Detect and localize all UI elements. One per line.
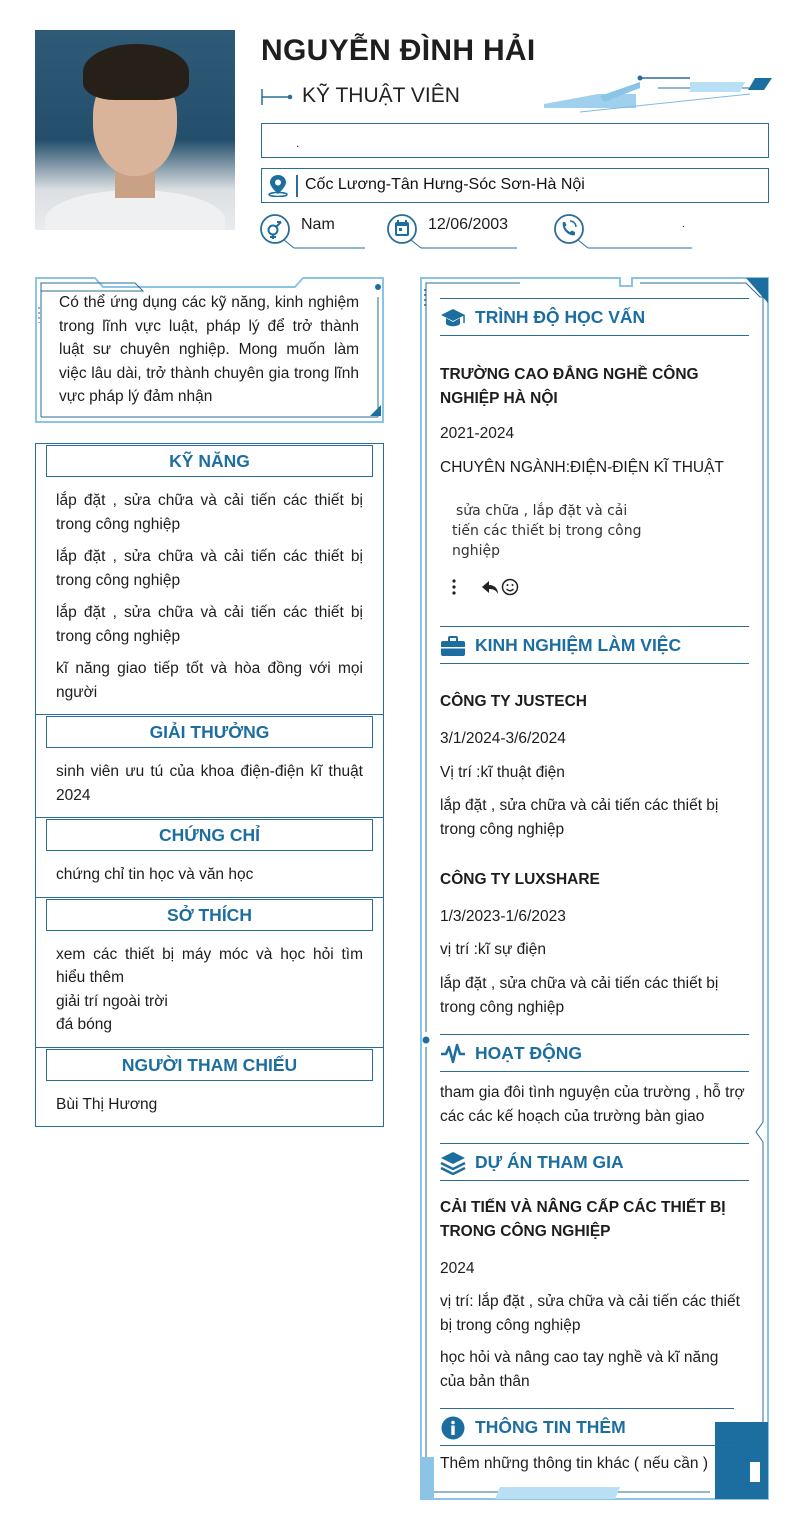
activities-title: HOẠT ĐỘNG [475, 1043, 582, 1063]
title-bracket-icon [261, 87, 295, 107]
job-company: CÔNG TY JUSTECH [440, 693, 587, 710]
activities-text: tham gia đôi tình nguyện của trường , hỗ trợ các các kế hoạch của trường bàn giao [440, 1084, 745, 1125]
certificate-item: chứng chỉ tin học và văn học [56, 866, 254, 883]
job-description: lắp đặt , sửa chữa và cải tiến các thiết bị trong công nghiệp [440, 797, 719, 838]
skill-item: lắp đặt , sửa chữa và cải tiến các thiết bị trong công nghiệp [56, 604, 363, 645]
certificates-section [36, 818, 383, 898]
phone-value: . [682, 219, 685, 230]
comment-toolbar [448, 577, 558, 597]
location-icon [265, 173, 291, 197]
candidate-name: NGUYỄN ĐÌNH HẢI [261, 34, 536, 67]
left-column [35, 443, 384, 1127]
projects-header [440, 1143, 749, 1181]
skills-title: KỸ NĂNG [46, 445, 373, 477]
education-school: TRƯỜNG CAO ĐẲNG NGHỀ CÔNG NGHIỆP HÀ NỘI [440, 366, 699, 407]
gender-text: Nam [301, 216, 335, 233]
profile-photo [35, 30, 235, 230]
education-header [440, 298, 749, 336]
awards-section [36, 715, 383, 818]
hobbies-title: SỞ THÍCH [46, 899, 373, 931]
hobby-item: giải trí ngoài trời [56, 992, 168, 1010]
education-period: 2021-2024 [440, 425, 515, 442]
extra-info-text: Thêm những thông tin khác ( nếu cần ) [440, 1455, 709, 1472]
awards-title: GIẢI THƯỞNG [46, 716, 373, 748]
contact-field [261, 123, 769, 158]
activities-header [440, 1034, 749, 1072]
pulse-icon [440, 1042, 466, 1066]
experience-header [440, 626, 749, 664]
header-ornament [540, 72, 775, 116]
skill-item: kĩ năng giao tiếp tốt và hòa đồng với mọi người [56, 660, 363, 701]
info-icon [440, 1416, 466, 1440]
education-description: sửa chữa , lắp đặt và cải tiến các thiết bị trong công nghiệp [452, 503, 642, 559]
project-year: 2024 [440, 1260, 475, 1277]
hobby-item: xem các thiết bị máy móc và học hỏi tìm hiểu thêm [56, 945, 363, 986]
references-title: NGƯỜI THAM CHIẾU [46, 1049, 373, 1081]
project-description: học hỏi và nâng cao tay nghề và kĩ năng của bản thân [440, 1349, 719, 1390]
more-vert-icon[interactable] [452, 579, 455, 594]
extra-info-header [440, 1408, 734, 1446]
job-position: Vị trí :kĩ thuật điện [440, 764, 565, 781]
job-title: KỸ THUẬT VIÊN [302, 84, 460, 107]
career-objective-text: Có thể ứng dụng các kỹ năng, kinh nghiệm trong lĩnh vực luật, pháp lý để trở thành luật sư chuyên nghiệp. Mong muốn làm việc lâu dài, trở thành chuyên gia trong lĩnh vực pháp lý đảm nhận [59, 294, 359, 405]
project-name: CẢI TIẾN VÀ NÂNG CẤP CÁC THIẾT BỊ TRONG CÔNG NGHIỆP [440, 1199, 726, 1240]
phone-icon [554, 212, 694, 252]
address-text: Cốc Lương-Tân Hưng-Sóc Sơn-Hà Nội [305, 176, 585, 193]
project-position: vị trí: lắp đặt , sửa chữa và cải tiến các thiết bị trong công nghiệp [440, 1293, 740, 1334]
job-period: 3/1/2024-3/6/2024 [440, 730, 566, 747]
reference-item: Bùi Thị Hương [56, 1095, 158, 1113]
smiley-icon[interactable] [503, 580, 518, 595]
hobby-item: đá bóng [56, 1016, 113, 1033]
briefcase-icon [440, 634, 466, 658]
hobbies-section [36, 898, 383, 1048]
award-item: sinh viên ưu tú của khoa điện-điện kĩ thuật 2024 [56, 763, 363, 804]
job-position: vị trí :kĩ sự điện [440, 941, 546, 958]
extra-info-title: THÔNG TIN THÊM [475, 1417, 626, 1437]
right-column [420, 277, 769, 1500]
job-description: lắp đặt , sửa chữa và cải tiến các thiết bị trong công nghiệp [440, 975, 719, 1016]
contact-value: . [296, 136, 300, 150]
dob-text: 12/06/2003 [428, 216, 509, 233]
references-section [36, 1048, 383, 1127]
reply-icon[interactable] [482, 581, 498, 594]
layers-icon [440, 1151, 466, 1175]
graduation-cap-icon [440, 306, 466, 330]
certificates-title: CHỨNG CHỈ [46, 819, 373, 851]
job-company: CÔNG TY LUXSHARE [440, 871, 600, 888]
job-period: 1/3/2023-1/6/2023 [440, 908, 566, 925]
education-title: TRÌNH ĐỘ HỌC VẤN [475, 307, 646, 327]
address-divider [296, 175, 298, 197]
career-objective-panel [35, 277, 384, 423]
projects-title: DỰ ÁN THAM GIA [475, 1152, 624, 1172]
education-major: CHUYÊN NGÀNH:ĐIỆN-ĐIỆN KĨ THUẬT [440, 459, 724, 476]
skill-item: lắp đặt , sửa chữa và cải tiến các thiết bị trong công nghiệp [56, 548, 363, 589]
experience-title: KINH NGHIỆM LÀM VIỆC [475, 635, 682, 655]
skill-item: lắp đặt , sửa chữa và cải tiến các thiết bị trong công nghiệp [56, 492, 363, 533]
skills-section [36, 444, 383, 715]
